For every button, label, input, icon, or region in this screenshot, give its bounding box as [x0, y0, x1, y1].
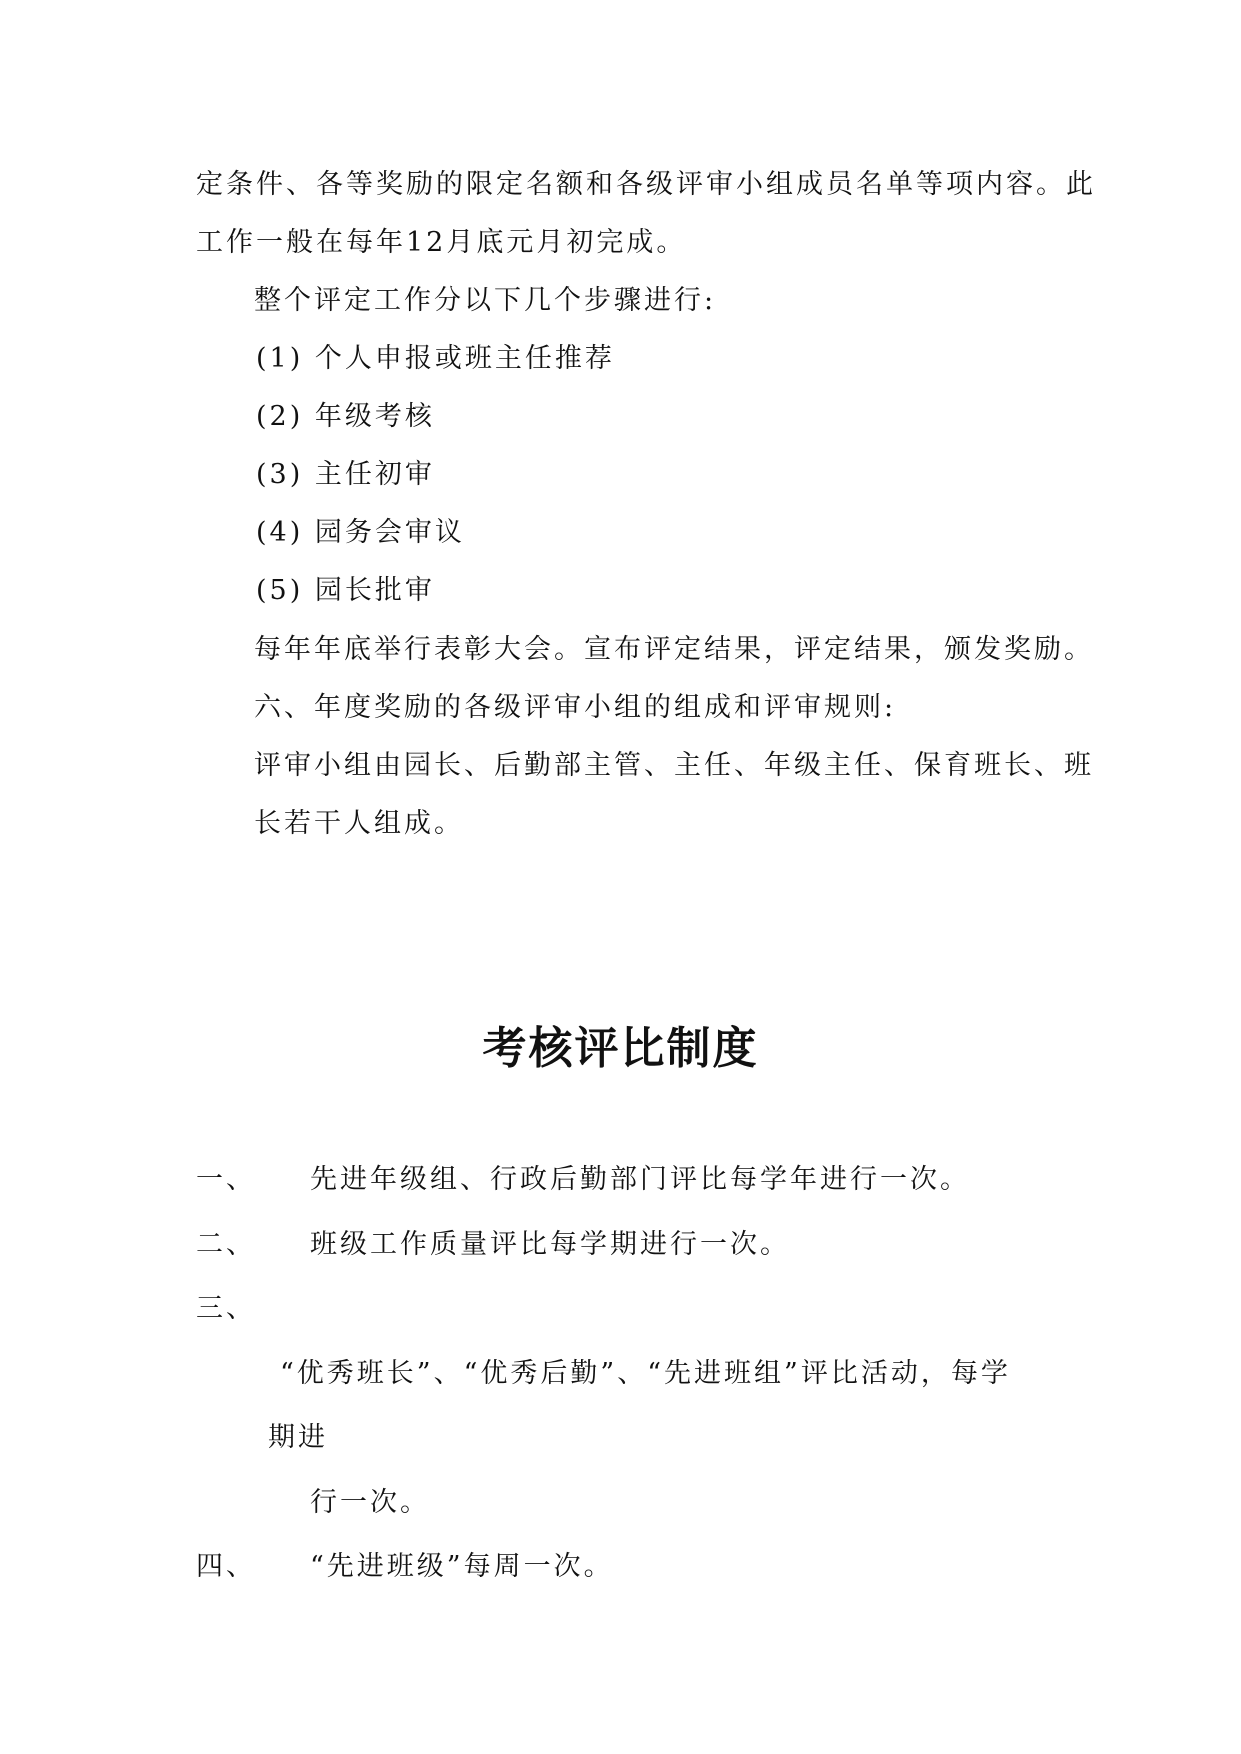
- step-item: (4) 园务会审议: [256, 517, 465, 548]
- rule-number: 一、: [196, 1164, 256, 1195]
- step-item: (5) 园长批审: [256, 575, 435, 606]
- rule-text: 行一次。: [310, 1487, 430, 1518]
- paragraph-line: 评审小组由园长、后勤部主管、主任、年级主任、保育班长、班: [254, 750, 1094, 781]
- paragraph-line: 工作一般在每年12月底元月初完成。: [196, 227, 687, 258]
- step-item: (3) 主任初审: [256, 459, 435, 490]
- rule-text: 期进: [268, 1422, 328, 1453]
- paragraph-line: 每年年底举行表彰大会。宣布评定结果，评定结果，颁发奖励。: [254, 634, 1094, 665]
- rule-number: 四、: [196, 1551, 256, 1582]
- rule-text: “先进班级”每周一次。: [310, 1551, 614, 1582]
- rule-number: 三、: [196, 1293, 256, 1324]
- rule-number: 二、: [196, 1229, 256, 1260]
- section-title: 考核评比制度: [482, 1023, 759, 1074]
- step-item: (2) 年级考核: [256, 401, 435, 432]
- paragraph-line: 长若干人组成。: [254, 808, 464, 839]
- paragraph-line: 定条件、各等奖励的限定名额和各级评审小组成员名单等项内容。此: [196, 169, 1096, 200]
- rule-text: “优秀班长”、“优秀后勤”、“先进班组”评比活动，每学: [280, 1358, 1011, 1389]
- rule-text: 班级工作质量评比每学期进行一次。: [310, 1229, 790, 1260]
- paragraph-line: 六、年度奖励的各级评审小组的组成和评审规则:: [254, 692, 897, 723]
- rule-text: 先进年级组、行政后勤部门评比每学年进行一次。: [310, 1164, 970, 1195]
- step-item: (1) 个人申报或班主任推荐: [256, 343, 615, 374]
- paragraph-line: 整个评定工作分以下几个步骤进行:: [254, 285, 717, 316]
